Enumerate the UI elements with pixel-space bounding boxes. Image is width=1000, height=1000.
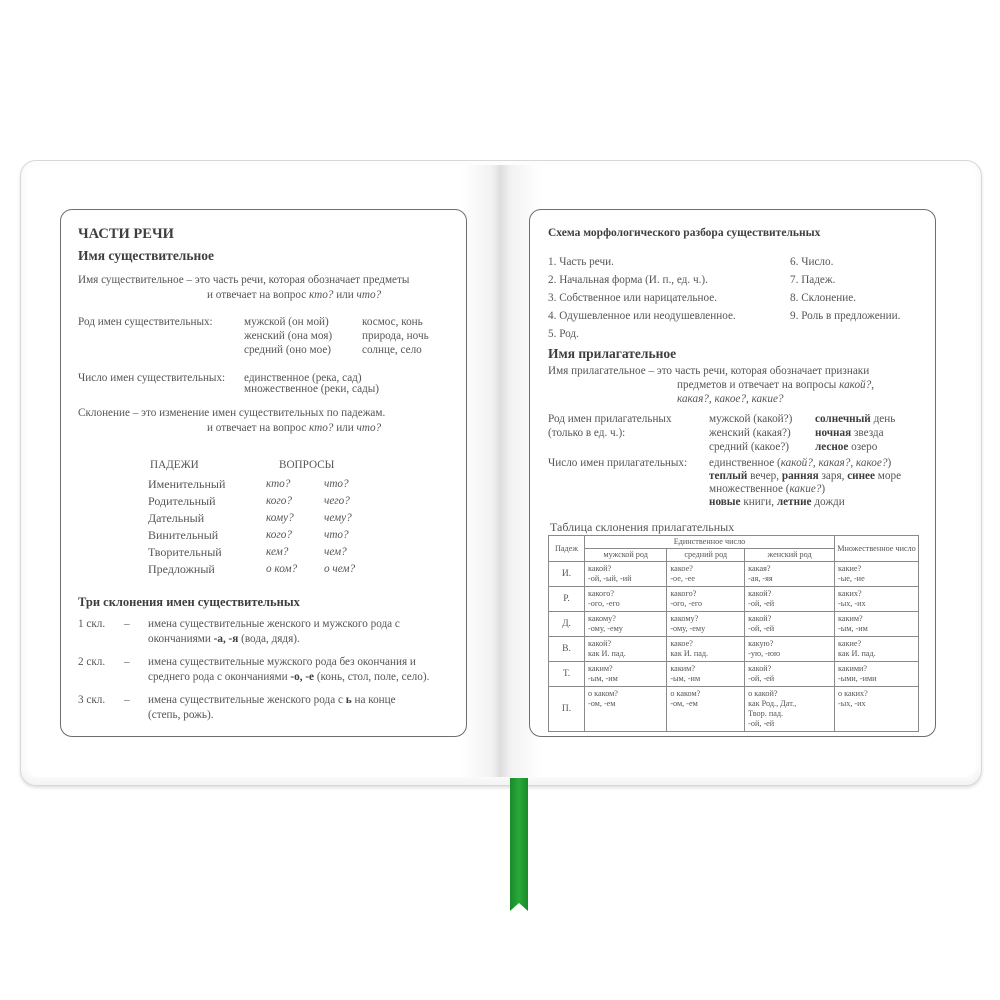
cell-ending: -ым, -им (588, 674, 618, 683)
cell-ending: -ого, -его (588, 599, 620, 608)
schema-step: 4. Одушевленное или неодушевленное. (548, 310, 736, 322)
case-name: Творительный (148, 545, 222, 559)
declension-3-dash: – (124, 694, 130, 706)
declension-table-title: Таблица склонения прилагательных (550, 520, 735, 534)
cell-ending: -ой, -ый, -ий (588, 574, 632, 583)
table-case-cell: В. (549, 637, 585, 662)
cell-question: какая? (748, 564, 771, 573)
table-case-cell: И. (549, 562, 585, 587)
case-question-inanimate: о чем? (324, 563, 356, 575)
header-neuter: средний род (667, 549, 745, 562)
noun-gender-label: Род имен существительных: (78, 316, 213, 328)
schema-step: 1. Часть речи. (548, 256, 614, 268)
page-title: ЧАСТИ РЕЧИ (78, 226, 174, 242)
table-row (549, 637, 919, 662)
adjective-heading: Имя прилагательное (548, 346, 677, 361)
case-name: Винительный (148, 528, 219, 542)
adjective-definition-line-3: какая?, какое?, какие? (677, 393, 784, 405)
cell-ending: -ым, -им (670, 674, 701, 683)
case-question-inanimate: что? (324, 529, 349, 541)
adjective-definition-line-2: предметов и отвечает на вопросы какой?, (677, 379, 875, 391)
table-cell (667, 587, 745, 612)
case-question-animate: кого? (266, 495, 292, 507)
adjective-declension-table (548, 535, 919, 732)
cell-question: о какой? (748, 689, 778, 698)
table-cell (745, 587, 835, 612)
noun-heading: Имя существительное (78, 248, 215, 263)
gender-masc: мужской (он мой) (244, 316, 329, 328)
case-question-inanimate: чем? (324, 546, 347, 558)
table-row (549, 562, 919, 587)
cell-ending: как И. пад. (588, 649, 626, 658)
declension-1-line-2: окончаниями -а, -я (вода, дядя). (148, 633, 300, 645)
cell-ending: как И. пад. (670, 649, 709, 658)
table-cell (745, 612, 835, 637)
cell-ending: -ое, -ее (670, 574, 695, 583)
declension-1-label: 1 скл. (78, 618, 106, 630)
schema-step: 3. Собственное или нарицательное. (548, 292, 718, 304)
case-question-inanimate: что? (324, 478, 349, 490)
adjective-number-singular: единственное (какой?, какая?, какое?) (709, 457, 892, 469)
adjective-gender-label-1: Род имен прилагательных (548, 413, 672, 425)
noun-definition-line-1: Имя существительное – это часть речи, которая обозначает предметы (78, 274, 410, 286)
header-plural: Множественное число (835, 536, 919, 562)
number-singular: единственное (река, сад) (244, 372, 362, 384)
cell-ending: -ом, -ем (588, 699, 616, 708)
schema-step: 5. Род. (548, 328, 579, 340)
noun-number-label: Число имен существительных: (78, 372, 226, 384)
case-question-animate: кому? (266, 512, 294, 524)
schema-step: 7. Падеж. (790, 274, 836, 286)
cell-ending: -ыми, -ими (838, 674, 877, 683)
adjective-gender-example-masc: солнечный день (815, 413, 896, 425)
declension-3-line-1: имена существительные женского рода с ь на конце (148, 694, 396, 706)
questions-header: ВОПРОСЫ (279, 459, 335, 471)
cell-ending: -ой, -ей (748, 599, 775, 608)
table-cell (835, 662, 919, 687)
schema-step: 2. Начальная форма (И. п., ед. ч.). (548, 274, 708, 286)
schema-step: 9. Роль в предложении. (790, 310, 901, 322)
cell-question: каких? (838, 589, 862, 598)
declension-3-label: 3 скл. (78, 694, 106, 706)
cell-ending: -ых, -их (838, 599, 866, 608)
table-row (549, 687, 919, 732)
cell-question: какой? (588, 639, 612, 648)
adjective-gender-masc: мужской (какой?) (709, 413, 793, 425)
table-cell (667, 562, 745, 587)
case-name: Именительный (148, 477, 226, 491)
cell-question: какому? (588, 614, 616, 623)
declension-2-label: 2 скл. (78, 656, 106, 668)
cell-question: какого? (670, 589, 697, 598)
cell-question: какие? (838, 564, 862, 573)
table-cell (585, 612, 667, 637)
declension-definition-line-2: и отвечает на вопрос кто? или что? (207, 422, 382, 434)
cell-ending: -ой, -ей (748, 674, 775, 683)
cell-question: какого? (588, 589, 615, 598)
case-question-inanimate: чему? (324, 512, 352, 524)
gender-example-fem: природа, ночь (362, 330, 429, 342)
table-row (549, 612, 919, 637)
table-cell (835, 562, 919, 587)
cell-ending: как И. пад. (838, 649, 876, 658)
case-question-inanimate: чего? (324, 495, 350, 507)
table-cell (667, 637, 745, 662)
table-cell (745, 662, 835, 687)
cell-ending: -ую, -юю (748, 649, 781, 658)
cell-ending: -ом, -ем (670, 699, 698, 708)
table-cell (745, 637, 835, 662)
cell-question: какой? (748, 614, 772, 623)
table-cell (585, 662, 667, 687)
adjective-number-plural: множественное (какие?) (709, 483, 826, 495)
declension-3-line-2: (степь, рожь). (148, 709, 214, 721)
header-feminine: женский род (745, 549, 835, 562)
cell-ending: как Род., Дат., (748, 699, 797, 708)
cases-header: ПАДЕЖИ (150, 459, 199, 471)
cell-ending: -ой, -ей (748, 719, 775, 728)
table-case-cell: Т. (549, 662, 585, 687)
cell-question: какой? (588, 564, 612, 573)
table-cell (667, 612, 745, 637)
adjective-gender-fem: женский (какая?) (709, 427, 791, 439)
gender-neut: средний (оно мое) (244, 344, 332, 356)
number-plural: множественное (реки, сады) (244, 383, 380, 395)
table-cell (585, 562, 667, 587)
cell-question: о каком? (670, 689, 701, 698)
bookmark-ribbon (510, 778, 528, 911)
table-cell (835, 637, 919, 662)
case-question-animate: о ком? (266, 563, 298, 575)
case-question-animate: кто? (266, 478, 291, 490)
header-case: Падеж (549, 536, 585, 562)
gender-example-neut: солнце, село (362, 344, 422, 356)
adjective-number-label: Число имен прилагательных: (548, 457, 688, 469)
adjective-gender-neut: средний (какое?) (709, 441, 790, 453)
schema-step: 6. Число. (790, 256, 834, 268)
adjective-definition-line-1: Имя прилагательное – это часть речи, которая обозначает признаки (548, 365, 870, 377)
cell-ending: -ому, -ему (588, 624, 623, 633)
table-row (549, 662, 919, 687)
schema-heading: Схема морфологического разбора существительных (548, 227, 821, 239)
table-cell (585, 637, 667, 662)
cell-question: о каких? (838, 689, 868, 698)
cell-ending: -ая, -яя (748, 574, 773, 583)
cell-ending: -ые, -ие (838, 574, 865, 583)
adjective-gender-label-2: (только в ед. ч.): (548, 427, 626, 439)
gender-fem: женский (она моя) (244, 330, 333, 342)
table-cell (667, 662, 745, 687)
noun-definition-line-2: и отвечает на вопрос кто? или что? (207, 289, 382, 301)
gender-example-masc: космос, конь (362, 316, 423, 328)
declension-2-line-1: имена существительные мужского рода без окончания и (148, 656, 416, 668)
table-cell (745, 562, 835, 587)
cell-ending: -ого, -его (670, 599, 703, 608)
three-declensions-heading: Три склонения имен существительных (78, 595, 300, 609)
case-question-animate: кем? (266, 546, 289, 558)
declension-2-dash: – (124, 656, 130, 668)
cell-question: какой? (748, 589, 772, 598)
declension-definition-line-1: Склонение – это изменение имен существительных по падежам. (78, 407, 386, 419)
case-name: Дательный (148, 511, 205, 525)
table-cell (585, 587, 667, 612)
cell-question: каким? (670, 664, 695, 673)
adjective-gender-example-fem: ночная звезда (815, 427, 884, 439)
cell-question: какое? (670, 564, 693, 573)
case-question-animate: кого? (266, 529, 292, 541)
table-case-cell: П. (549, 687, 585, 732)
adjective-number-plural-examples: новые книги, летние дожди (709, 496, 845, 508)
table-case-cell: Р. (549, 587, 585, 612)
cell-question: какое? (670, 639, 693, 648)
case-name: Родительный (148, 494, 216, 508)
table-cell (835, 587, 919, 612)
cell-question: каким? (838, 614, 863, 623)
declension-1-line-1: имена существительные женского и мужского рода с (148, 618, 400, 630)
cell-question: какой? (748, 664, 772, 673)
adjective-gender-example-neut: лесное озеро (815, 441, 878, 453)
table-case-cell: Д. (549, 612, 585, 637)
cell-question: какими? (838, 664, 868, 673)
header-singular: Единственное число (585, 536, 835, 549)
cell-ending: Твор. пад. (748, 709, 784, 718)
header-masculine: мужской род (585, 549, 667, 562)
cell-ending: -ых, -их (838, 699, 866, 708)
table-cell (835, 687, 919, 732)
cell-question: какую? (748, 639, 774, 648)
cell-question: какому? (670, 614, 699, 623)
cell-question: о каком? (588, 689, 618, 698)
table-cell (667, 687, 745, 732)
cell-ending: -ому, -ему (670, 624, 706, 633)
table-row (549, 587, 919, 612)
cell-ending: -ым, -им (838, 624, 868, 633)
adjective-number-singular-examples: теплый вечер, ранняя заря, синее море (709, 470, 902, 482)
table-cell (745, 687, 835, 732)
cell-question: какие? (838, 639, 862, 648)
case-name: Предложный (148, 562, 215, 576)
declension-1-dash: – (124, 618, 130, 630)
schema-step: 8. Склонение. (790, 292, 856, 304)
cell-ending: -ой, -ей (748, 624, 775, 633)
table-cell (585, 687, 667, 732)
cell-question: каким? (588, 664, 613, 673)
table-cell (835, 612, 919, 637)
declension-2-line-2: среднего рода с окончаниями -о, -е (конь, стол, поле, село). (148, 671, 430, 683)
